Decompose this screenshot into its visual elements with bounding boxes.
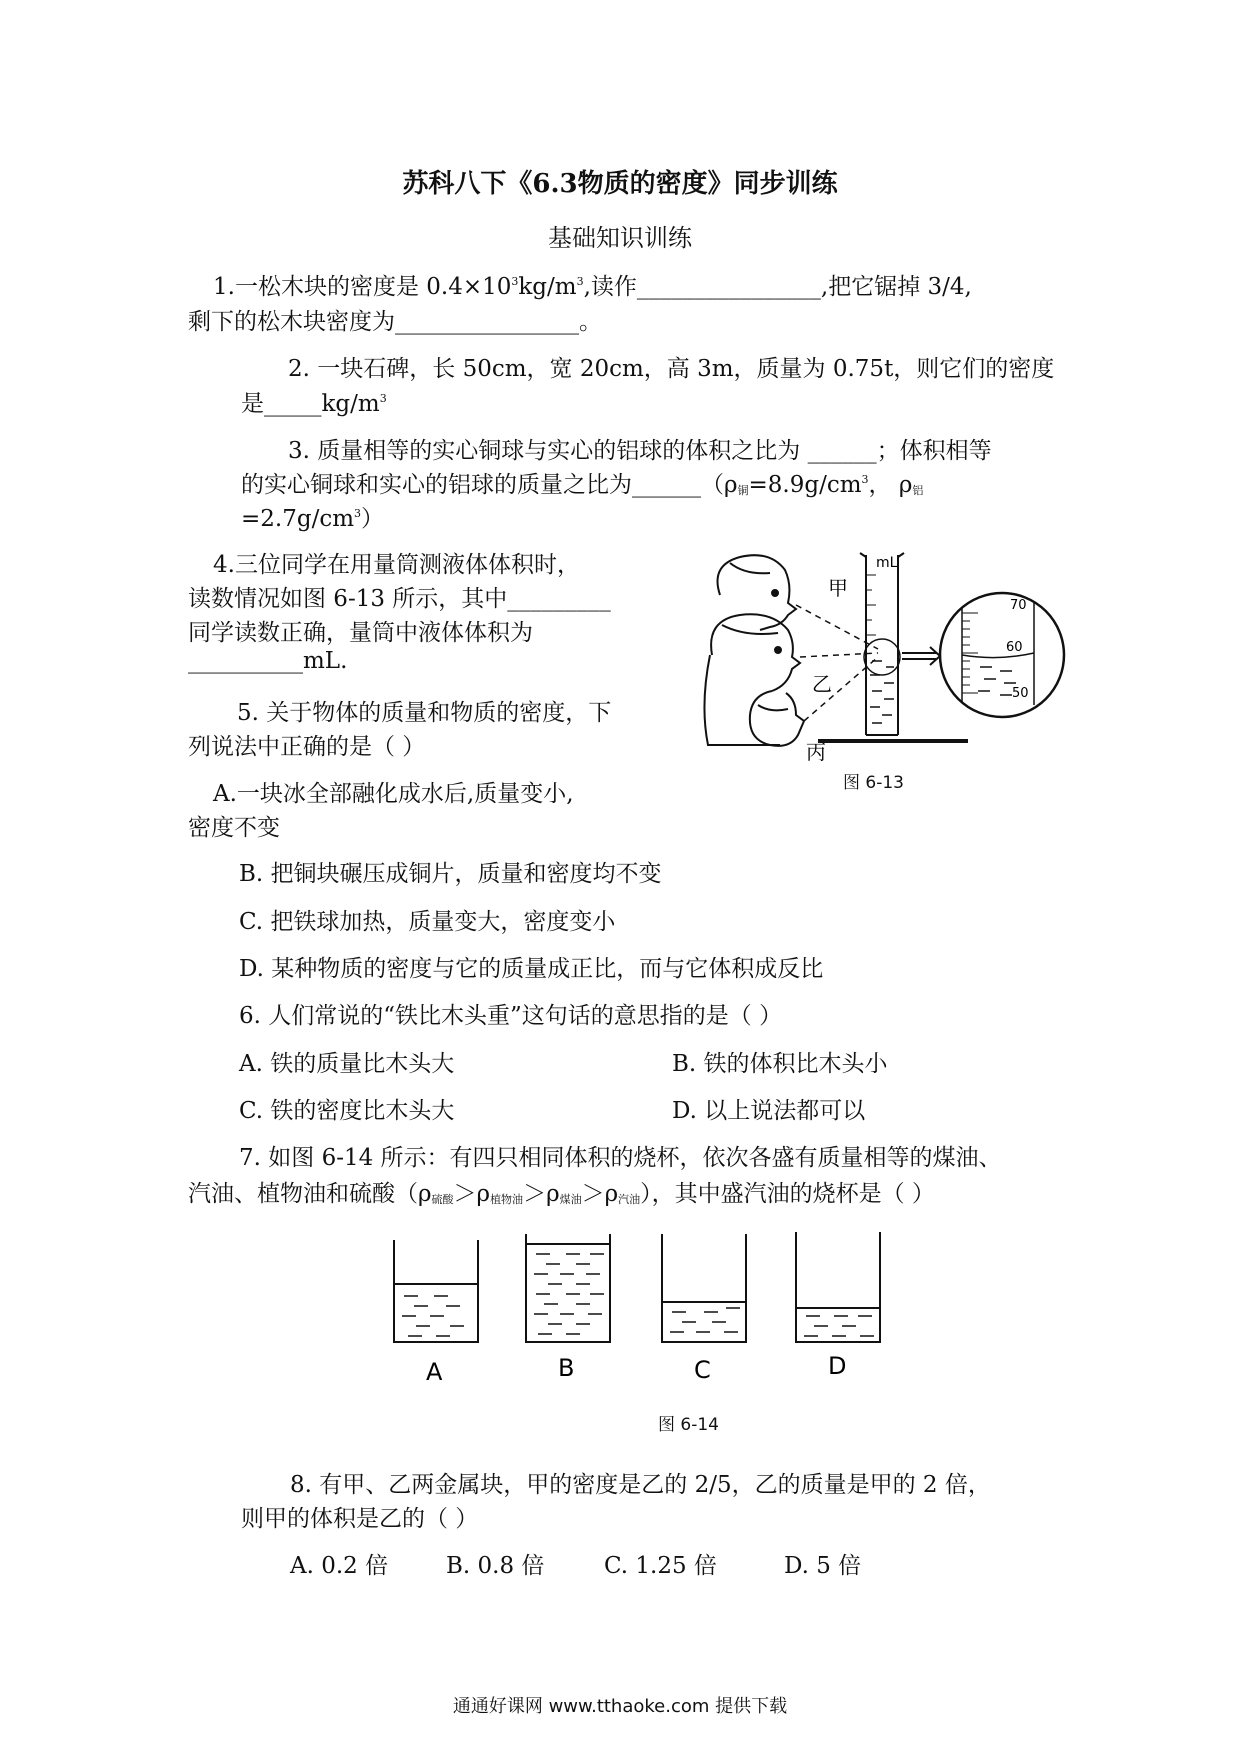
q5-option-b: B. 把铜块碾压成铜片，质量和密度均不变: [239, 861, 662, 887]
figure-6-13-caption: 图 6-13: [843, 773, 904, 793]
q6-option-d: D. 以上说法都可以: [672, 1098, 866, 1124]
beaker-label-d: D: [828, 1352, 847, 1380]
cylinder-unit: mL: [876, 555, 898, 571]
figure-6-14-caption: 图 6-14: [658, 1415, 719, 1435]
beaker-label-c: C: [694, 1356, 711, 1384]
beaker-label-b: B: [558, 1354, 575, 1382]
q8-option-d: D. 5 倍: [784, 1553, 862, 1579]
student-jia-figure: [718, 555, 797, 630]
q6-option-a: A. 铁的质量比木头大: [239, 1051, 455, 1077]
section-title: 基础知识训练: [548, 224, 692, 252]
q1-line1: 1.一松木块的密度是 $0.4\times 10^3kg/m^3$,读作________________,把它锯掉 3/4,: [213, 274, 972, 300]
cylinder-liquid: [870, 661, 894, 723]
beaker-c: [662, 1234, 746, 1342]
q5-option-a-line1: A.一块冰全部融化成水后,质量变小,: [213, 781, 574, 807]
q8-option-c: C. 1.25 倍: [604, 1553, 717, 1579]
magnified-view: [940, 593, 1064, 717]
tick-label-60: 60: [1006, 640, 1023, 655]
label-yi: 乙: [812, 672, 832, 696]
zoom-marker: [864, 639, 900, 675]
q1-line2: 剩下的松木块密度为________________。: [188, 309, 602, 335]
label-jia: 甲: [828, 576, 848, 600]
q5-option-a-line2: 密度不变: [188, 815, 280, 841]
beaker-label-a: A: [426, 1358, 443, 1386]
q7-line1: 7. 如图 6-14 所示：有四只相同体积的烧杯，依次各盛有质量相等的煤油、: [239, 1145, 1002, 1171]
cylinder-ticks: [866, 575, 876, 635]
beaker-b: [526, 1234, 610, 1342]
zoom-arrow: [902, 647, 940, 665]
q5-line1: 5. 关于物体的质量和物质的密度，下: [237, 700, 612, 726]
q3-line2: 的实心铜球和实心的铝球的质量之比为$\_\_\_\_\_\_(\rho_铜=8.9g/cm^3$， $\rho_铝$: [241, 472, 924, 498]
q6-option-b: B. 铁的体积比木头小: [672, 1051, 888, 1077]
q2-line1: 2. 一块石碑，长 50cm，宽 20cm，高 3m，质量为 0.75t，则它们的密度: [288, 356, 1055, 382]
student-bing-figure: [750, 691, 804, 746]
q5-line2: 列说法中正确的是（ ）: [188, 734, 426, 760]
q3-line1: 3. 质量相等的实心铜球与实心的铝球的体积之比为 ______；体积相等: [288, 438, 992, 464]
beaker-d: [796, 1232, 880, 1342]
q4-line4: __________mL.: [188, 648, 348, 674]
page-title: 苏科八下《6.3物质的密度》同步训练: [402, 169, 838, 199]
figure-6-14: [390, 1230, 930, 1390]
q3-line3: $=2.7g/cm^3$）: [241, 506, 385, 532]
page-footer: 通通好课网 www.tthaoke.com 提供下载: [452, 1696, 788, 1717]
beaker-a: [394, 1240, 478, 1342]
q7-line2: 汽油、植物油和硫酸$(\rho_{硫酸}>\rho_{植物油}>\rho_{煤油}>\rho_{汽油})$，其中盛汽油的烧杯是（ ）: [188, 1181, 935, 1207]
q8-option-b: B. 0.8 倍: [446, 1553, 545, 1579]
q6-option-c: C. 铁的密度比木头大: [239, 1098, 455, 1124]
q8-line1: 8. 有甲、乙两金属块，甲的密度是乙的 2/5，乙的质量是甲的 2 倍，: [290, 1472, 991, 1498]
q4-line3: 同学读数正确，量筒中液体体积为: [188, 620, 533, 646]
q4-line2: 读数情况如图 6-13 所示，其中_________: [188, 586, 611, 612]
q5-option-d: D. 某种物质的密度与它的质量成正比，而与它体积成反比: [239, 956, 824, 982]
student-yi-figure: [704, 614, 800, 745]
label-bing: 丙: [806, 740, 826, 764]
q5-option-c: C. 把铁球加热，质量变大，密度变小: [239, 909, 616, 935]
figure-6-13: [700, 545, 1080, 785]
q4-line1: 4.三位同学在用量筒测液体体积时，: [213, 552, 580, 578]
tick-label-70: 70: [1010, 598, 1027, 613]
q8-option-a: A. 0.2 倍: [290, 1553, 389, 1579]
q2-line2: 是$\_\_\_\_\_kg/m^3$: [241, 391, 387, 417]
q6-stem: 6. 人们常说的“铁比木头重”这句话的意思指的是（ ）: [239, 1003, 783, 1029]
q8-line2: 则甲的体积是乙的（ ）: [241, 1506, 479, 1532]
tick-label-50: 50: [1012, 686, 1029, 701]
